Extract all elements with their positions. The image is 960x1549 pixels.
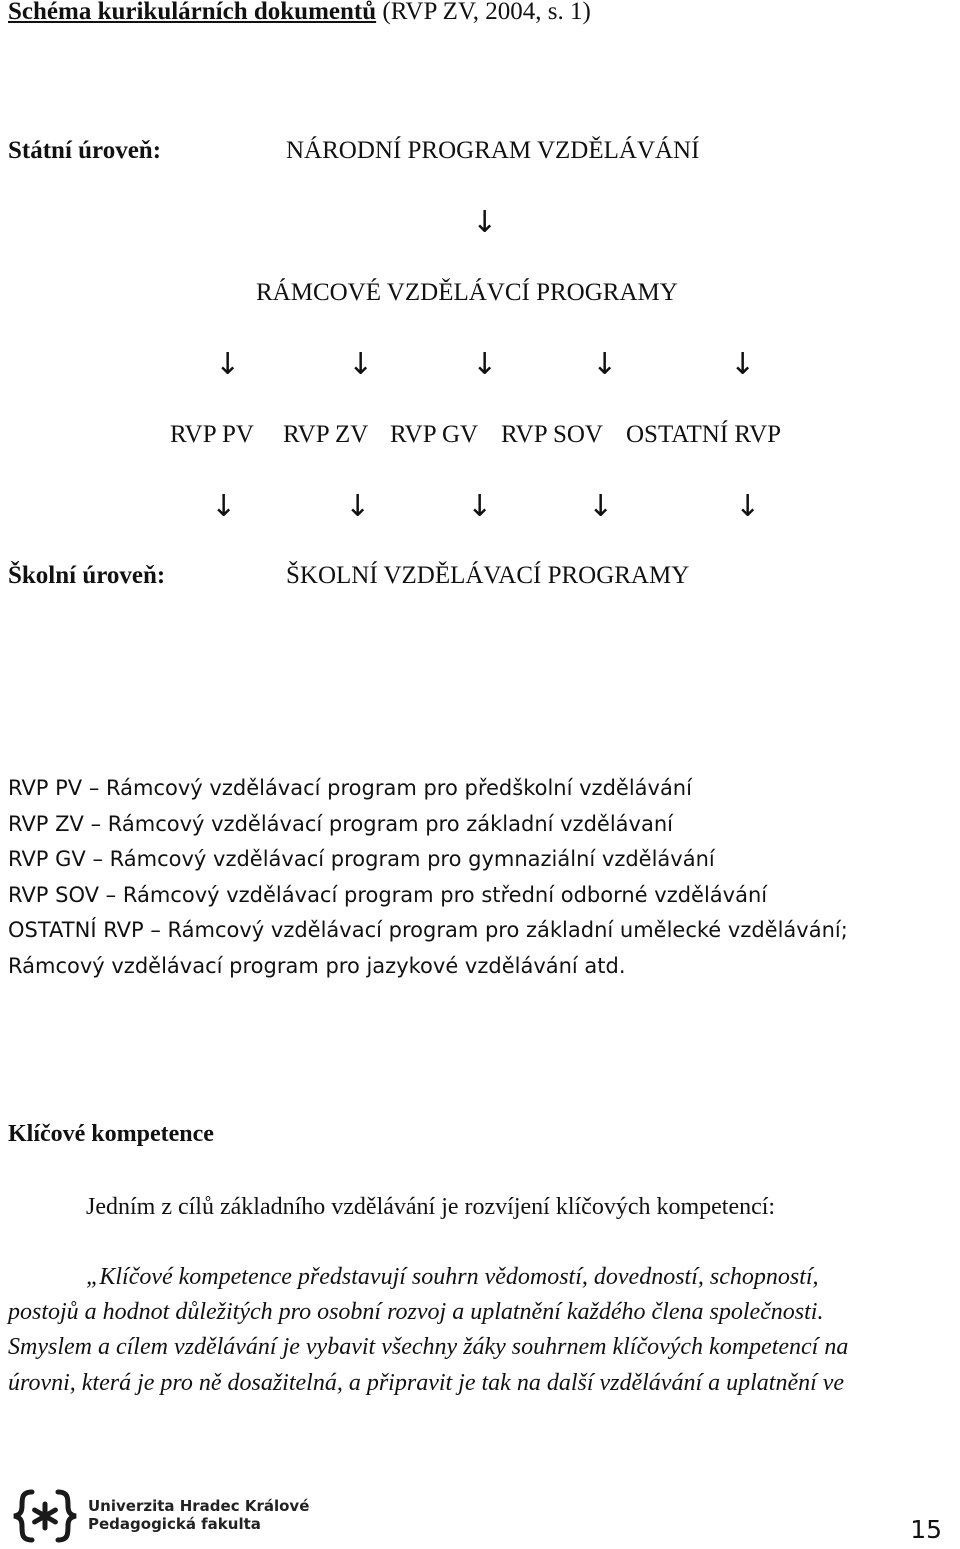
- down-arrow-icon: ↓: [345, 489, 371, 524]
- framework-programs-label: RÁMCOVÉ VZDĚLÁVCÍ PROGRAMY: [256, 279, 678, 306]
- rvp-sov-label: RVP SOV: [501, 421, 603, 448]
- section-intro: Jedním z cílů základního vzdělávání je rozvíjení klíčových kompetencí:: [86, 1194, 776, 1220]
- university-logo-icon: [10, 1488, 80, 1544]
- page-header: [8, 0, 591, 26]
- header-title: Schéma kurikulárních dokumentů: [8, 0, 377, 25]
- legend-item: RVP GV – Rámcový vzdělávací program pro gymnaziální vzdělávání: [8, 847, 715, 871]
- page-number: 15: [910, 1515, 942, 1544]
- down-arrow-icon: ↓: [735, 489, 761, 524]
- logo-line-university: Univerzita Hradec Králové: [88, 1497, 310, 1515]
- down-arrow-icon: ↓: [588, 489, 614, 524]
- university-name: [88, 1497, 309, 1533]
- legend-item: Rámcový vzdělávací program pro jazykové vzdělávání atd.: [8, 954, 626, 978]
- legend-item: RVP SOV – Rámcový vzdělávací program pro střední odborné vzdělávání: [8, 883, 768, 907]
- legend-item: OSTATNÍ RVP – Rámcový vzdělávací program pro základní umělecké vzdělávání;: [8, 918, 848, 942]
- header-citation: (RVP ZV, 2004, s. 1): [382, 0, 591, 25]
- down-arrow-icon: ↓: [348, 347, 374, 382]
- down-arrow-icon: ↓: [592, 347, 618, 382]
- quote-line: úrovni, která je pro ně dosažitelná, a připravit je tak na další vzdělávání a uplatnění ve: [8, 1370, 845, 1396]
- rvp-gv-label: RVP GV: [390, 421, 479, 448]
- school-programs-label: ŠKOLNÍ VZDĚLÁVACÍ PROGRAMY: [286, 562, 690, 589]
- rvp-zv-label: RVP ZV: [283, 421, 369, 448]
- legend-item: RVP PV – Rámcový vzdělávací program pro předškolní vzdělávání: [8, 776, 692, 800]
- down-arrow-icon: ↓: [215, 347, 241, 382]
- quote-line: postojů a hodnot důležitých pro osobní rozvoj a uplatnění každého člena společnosti.: [8, 1299, 824, 1325]
- logo-line-faculty: Pedagogická fakulta: [88, 1515, 261, 1533]
- state-level-label: Státní úroveň:: [8, 137, 162, 164]
- down-arrow-icon: ↓: [211, 489, 237, 524]
- down-arrow-icon: ↓: [730, 347, 756, 382]
- down-arrow-icon: ↓: [467, 489, 493, 524]
- legend-item: RVP ZV – Rámcový vzdělávací program pro základní vzdělávaní: [8, 812, 673, 836]
- quote-line: Smyslem a cílem vzdělávání je vybavit všechny žáky souhrnem klíčových kompetencí na: [8, 1334, 849, 1360]
- down-arrow-icon: ↓: [472, 205, 498, 240]
- national-program-label: NÁRODNÍ PROGRAM VZDĚLÁVÁNÍ: [286, 137, 700, 164]
- rvp-pv-label: RVP PV: [170, 421, 254, 448]
- other-rvp-label: OSTATNÍ RVP: [626, 421, 782, 448]
- down-arrow-icon: ↓: [472, 347, 498, 382]
- school-level-label: Školní úroveň:: [8, 562, 166, 589]
- section-heading: Klíčové kompetence: [8, 1121, 214, 1147]
- quote-line: „Klíčové kompetence představují souhrn vědomostí, dovedností, schopností,: [86, 1264, 819, 1290]
